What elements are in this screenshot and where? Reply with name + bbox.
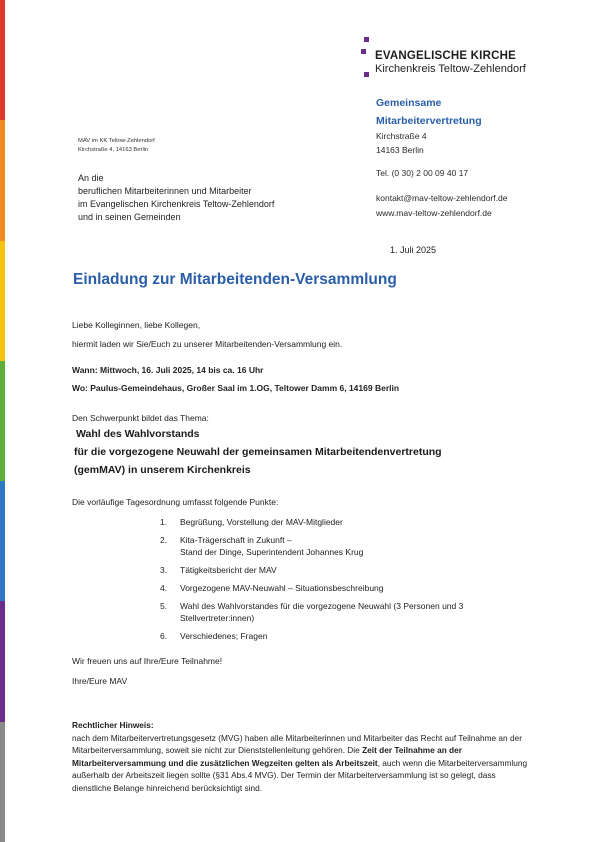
- legal-notice-emphasis: Zeit der Teilnahme an der Mitarbeiterversammung und die zusätzlichen Wegzeiten gelten als Arbeitszeit: [72, 745, 462, 768]
- agenda-item-text: Stellvertreter:innen): [180, 613, 255, 623]
- theme-line: Wahl des Wahlvorstands: [76, 428, 200, 440]
- agenda-item: [160, 582, 530, 594]
- agenda-item-text: Stand der Dinge, Superintendent Johannes Krug: [180, 547, 364, 557]
- greeting: Liebe Kolleginnen, liebe Kollegen,: [72, 320, 201, 330]
- color-stripe-segment: [0, 601, 5, 721]
- color-stripe-segment: [0, 0, 5, 120]
- agenda-item: [160, 534, 530, 558]
- recipient-line: im Evangelischen Kirchenkreis Teltow-Zehlendorf: [78, 199, 275, 209]
- focus-text: Den Schwerpunkt bildet das Thema:: [72, 413, 209, 423]
- org-name-line1: Gemeinsame: [376, 97, 442, 109]
- agenda-item-number: 2.: [160, 535, 168, 545]
- agenda-item-text: Tätigkeitsbericht der MAV: [180, 565, 277, 575]
- agenda-item: [160, 516, 530, 528]
- org-street: Kirchstraße 4: [376, 131, 427, 141]
- org-website[interactable]: www.mav-teltow-zehlendorf.de: [376, 208, 492, 218]
- legal-notice-text: nach dem Mitarbeitervertretungsgesetz (MVG) haben alle Mitarbeiterinnen und Mitarbeiter das Recht auf Teilnahme an der Mitarbeiterversammlung, soweit sie nicht zur Dienststellenleitung gehören. Die: [72, 732, 522, 755]
- sender-line1: MAV im KK Teltow-Zehlendorf: [78, 138, 155, 144]
- agenda-item-text: Kita-Trägerschaft in Zukunft –: [180, 535, 292, 545]
- meeting-where: Wo: Paulus-Gemeindehaus, Großer Saal im 1.OG, Teltower Damm 6, 14169 Berlin: [72, 383, 400, 393]
- org-email[interactable]: kontakt@mav-teltow-zehlendorf.de: [376, 193, 508, 203]
- letter-date: 1. Juli 2025: [390, 245, 437, 255]
- agenda-item-text: Begrüßung, Vorstellung der MAV-Mitglieder: [180, 517, 343, 527]
- logo-title: EVANGELISCHE KIRCHE: [375, 50, 516, 62]
- sender-line2: Kirchstraße 4, 14163 Berlin: [78, 147, 149, 153]
- agenda-list: [160, 516, 530, 648]
- signature: Ihre/Eure MAV: [72, 676, 128, 686]
- color-stripe: [0, 0, 5, 842]
- agenda-item-text: Vorgezogene MAV-Neuwahl – Situationsbeschreibung: [180, 583, 384, 593]
- color-stripe-segment: [0, 722, 5, 842]
- org-city: 14163 Berlin: [376, 145, 424, 155]
- org-phone: Tel. (0 30) 2 00 09 40 17: [376, 168, 469, 178]
- agenda-item-number: 1.: [160, 517, 168, 527]
- agenda-item: [160, 564, 530, 576]
- agenda-item: [160, 600, 530, 624]
- meeting-when: Wann: Mittwoch, 16. Juli 2025, 14 bis ca. 16 Uhr: [72, 365, 264, 375]
- theme-line: für die vorgezogene Neuwahl der gemeinsamen Mitarbeitendenvertretung: [74, 446, 442, 458]
- logo-subtitle: Kirchenkreis Teltow-Zehlendorf: [375, 63, 526, 75]
- theme-line: (gemMAV) in unserem Kirchenkreis: [74, 464, 251, 476]
- agenda-item-number: 3.: [160, 565, 168, 575]
- agenda-intro: Die vorläufige Tagesordnung umfasst folgende Punkte:: [72, 497, 279, 507]
- color-stripe-segment: [0, 361, 5, 481]
- legal-notice-title: Rechtlicher Hinweis:: [72, 720, 154, 730]
- agenda-item-text: Verschiedenes; Fragen: [180, 631, 268, 641]
- agenda-item-number: 4.: [160, 583, 168, 593]
- recipient-line: An die: [78, 173, 104, 183]
- letter-heading: Einladung zur Mitarbeitenden-Versammlung: [73, 271, 397, 288]
- recipient-line: und in seinen Gemeinden: [78, 212, 181, 222]
- color-stripe-segment: [0, 120, 5, 240]
- color-stripe-segment: [0, 241, 5, 361]
- agenda-item-number: 5.: [160, 601, 168, 611]
- intro-text: hiermit laden wir Sie/Euch zu unserer Mitarbeitenden-Versammlung ein.: [72, 339, 343, 349]
- agenda-item-text: Wahl des Wahlvorstandes für die vorgezogene Neuwahl (3 Personen und 3: [180, 601, 464, 611]
- cross-logo-icon: [361, 37, 372, 77]
- agenda-item: [160, 630, 530, 642]
- closing-text: Wir freuen uns auf Ihre/Eure Teilnahme!: [72, 656, 223, 666]
- agenda-item-number: 6.: [160, 631, 168, 641]
- org-name-line2: Mitarbeitervertretung: [376, 115, 482, 127]
- legal-notice-text: , auch wenn die Mitarbeiterversammlung außerhalb der Arbeitszeit liegen sollte (§31 Abs.4 MVG). Der Termin der Mitarbeiterversammlung ist so gelegt, dass dienstliche Belange hinreichend berücksichtigt sind.: [72, 757, 528, 793]
- color-stripe-segment: [0, 481, 5, 601]
- recipient-address: [78, 172, 274, 224]
- recipient-line: beruflichen Mitarbeiterinnen und Mitarbeiter: [78, 186, 252, 196]
- legal-notice: [72, 719, 530, 794]
